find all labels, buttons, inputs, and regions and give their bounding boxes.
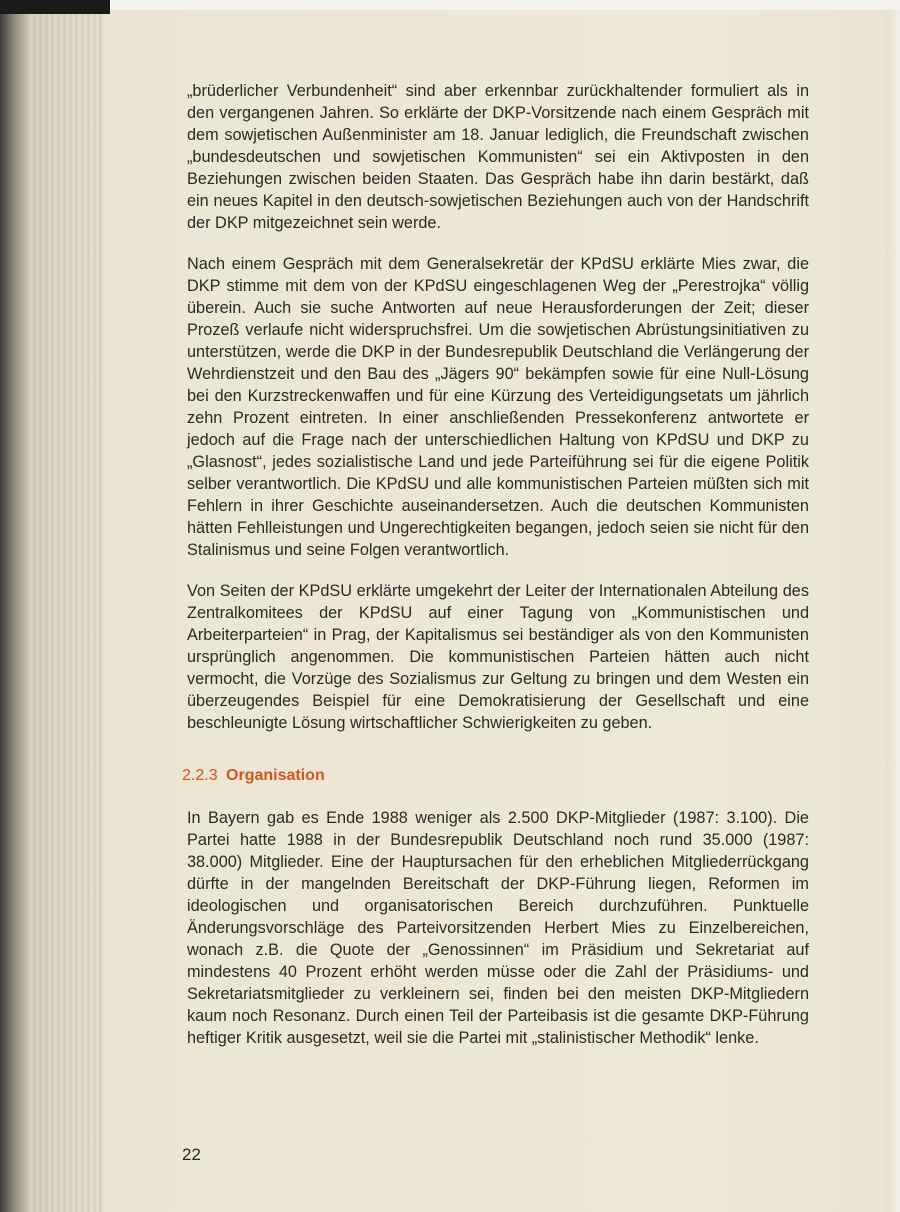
- section-heading: [182, 765, 809, 787]
- paragraph-2: Nach einem Gespräch mit dem Generalsekretär der KPdSU erklärte Mies zwar, die DKP stimme mit dem von der KPdSU eingeschlagenen Weg der „Perestrojka“ völlig überein. Auch sie suche Antworten auf neue Herausforderungen der Zeit; dieser Prozeß verlaufe nicht widerspruchsfrei. Um die sowjetischen Abrüstungsinitiativen zu unterstützen, werde die DKP in der Bundesrepublik Deutschland die Verlängerung der Wehrdienstzeit und den Bau des „Jägers 90“ bekämpfen sowie für eine Null-Lösung bei den Kurzstreckenwaffen und für eine Kürzung des Verteidigungsetats um jährlich zehn Prozent eintreten. In einer anschließenden Pressekonferenz antwortete er jedoch auf die Frage nach der unterschiedlichen Haltung von KPdSU und DKP zu „Glasnost“, jedes sozialistische Land und jede Parteiführung sei für die eigene Politik selber verantwortlich. Die KPdSU und alle kommunistischen Parteien müßten sich mit Fehlern in ihrer Geschichte auseinandersetzen. Auch die deutschen Kommunisten hätten Fehlleistungen und Ungerechtigkeiten begangen, jedoch seien sie nicht für den Stalinismus und seine Folgen verantwortlich.: [187, 255, 809, 559]
- page-body: [182, 80, 809, 1068]
- page-number: 22: [182, 1145, 201, 1164]
- book-spine-shadow: [0, 14, 28, 1212]
- section-number: 2.2.3: [182, 767, 218, 784]
- scan-top-margin: [110, 0, 900, 10]
- section-title: Organisation: [226, 767, 325, 784]
- scan-corner: [0, 0, 110, 14]
- paragraph-3: Von Seiten der KPdSU erklärte umgekehrt der Leiter der Internationalen Abteilung des Zentralkomitees der KPdSU auf einer Tagung von „Kommunistischen und Arbeiterparteien“ in Prag, der Kapitalismus sei beständiger als von den Kommunisten ursprünglich angenommen. Die kommunistischen Parteien hätten auch nicht vermocht, die Vorzüge des Sozialismus zur Geltung zu bringen und dem Westen ein überzeugendes Beispiel für eine Demokratisierung der Gesellschaft und eine beschleunigte Lösung wirtschaftlicher Schwierigkeiten zu geben.: [187, 582, 809, 732]
- page-right-edge: [886, 10, 900, 1212]
- paragraph-1: „brüderlicher Verbundenheit“ sind aber erkennbar zurückhaltender formuliert als in den vergangenen Jahren. So erklärte der DKP-Vorsitzende nach einem Gespräch mit dem sowjetischen Außenminister am 18. Januar lediglich, die Freundschaft zwischen „bundesdeutschen und sowjetischen Kommunisten“ sei ein Aktivposten in den Beziehungen zwischen beiden Staaten. Das Gespräch habe ihn darin bestärkt, daß ein neues Kapitel in den deutsch-sowjetischen Beziehungen auch von der Handschrift der DKP mitgezeichnet sein werde.: [187, 82, 809, 232]
- section-paragraph-1: In Bayern gab es Ende 1988 weniger als 2.500 DKP-Mitglieder (1987: 3.100). Die Partei hatte 1988 in der Bundesrepublik Deutschland noch rund 35.000 (1987: 38.000) Mitglieder. Eine der Hauptursachen für den erheblichen Mitgliederrückgang dürfte in der mangelnden Bereitschaft der DKP-Führung liegen, Reformen im ideologischen und organisatorischen Bereich durchzuführen. Punktuelle Änderungsvorschläge des Parteivorsitzenden Herbert Mies zu Einzelbereichen, wonach z.B. die Quote der „Genossinnen“ im Präsidium und Sekretariat auf mindestens 40 Prozent erhöht werden müsse oder die Zahl der Präsidiums- und Sekretariatsmitglieder zu verkleinern sei, finden bei den meisten DKP-Mitgliedern kaum noch Resonanz. Durch einen Teil der Parteibasis ist die gesamte DKP-Führung heftiger Kritik ausgesetzt, weil sie die Partei mit „stalinistischer Methodik“ lenke.: [187, 809, 809, 1047]
